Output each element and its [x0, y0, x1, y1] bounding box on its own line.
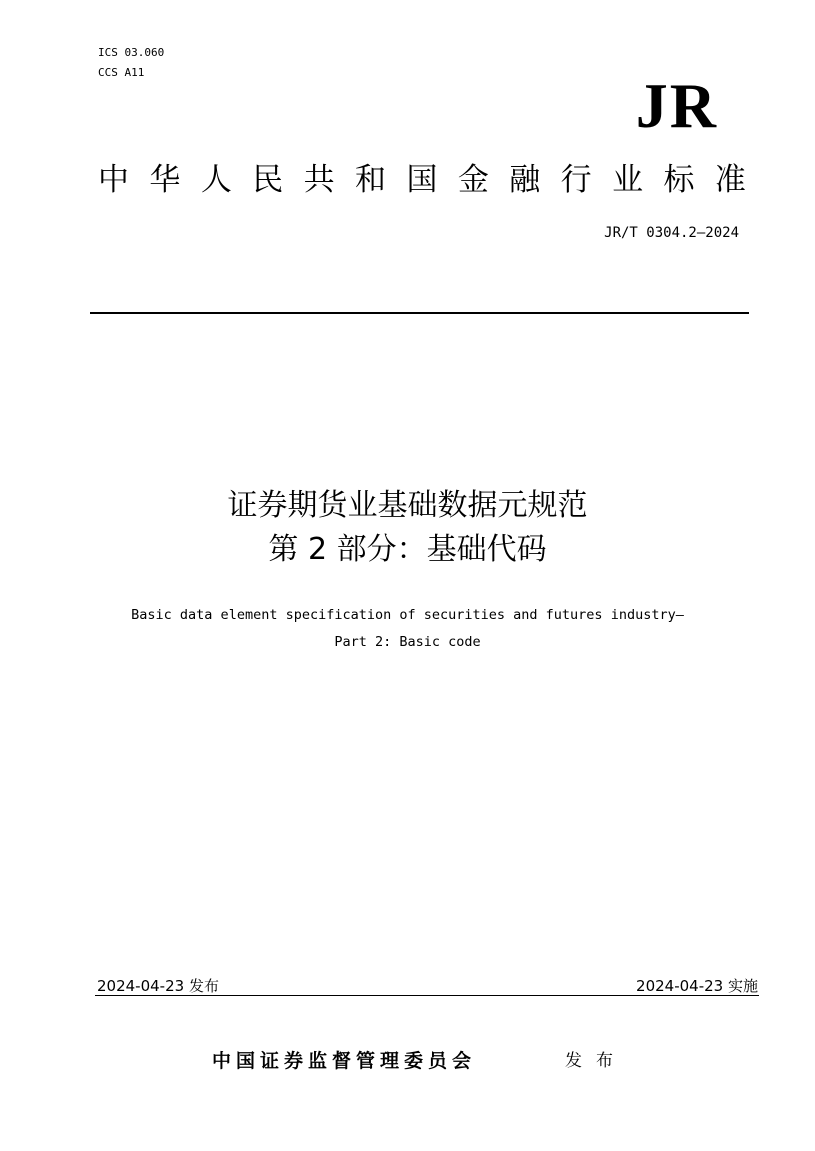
- industry-title-char: 国: [406, 162, 438, 198]
- industry-title-char: 融: [509, 162, 541, 198]
- industry-title-char: 共: [303, 162, 335, 198]
- footer-divider: [95, 995, 759, 996]
- chinese-title-line2: 第 2 部分：基础代码: [268, 532, 547, 567]
- industry-title-char: 和: [355, 162, 387, 198]
- classification-codes: [98, 43, 164, 83]
- chinese-title-line1: 证券期货业基础数据元规范: [227, 488, 588, 523]
- english-title-line1: Basic data element specification of securities and futures industry—: [131, 607, 684, 623]
- industry-title-char: 民: [252, 162, 284, 198]
- industry-title-char: 人: [200, 162, 232, 198]
- issue-date: 2024-04-23 发布: [97, 977, 219, 995]
- ccs-code: CCS A11: [98, 66, 145, 79]
- industry-title-char: 标: [663, 162, 695, 198]
- standard-number: JR/T 0304.2—2024: [604, 225, 739, 241]
- english-title-line2: Part 2: Basic code: [334, 634, 481, 650]
- header-divider: [90, 312, 749, 314]
- publisher-name: 中国证券监督管理委员会: [212, 1050, 477, 1072]
- industry-title-char: 准: [714, 162, 746, 198]
- industry-title-char: 行: [560, 162, 592, 198]
- industry-title-char: 金: [457, 162, 489, 198]
- industry-standard-title: [98, 160, 746, 200]
- industry-title-char: 华: [149, 162, 181, 198]
- publish-label: 发布: [565, 1051, 627, 1071]
- industry-title-char: 中: [98, 162, 129, 198]
- industry-title-char: 业: [612, 162, 644, 198]
- chinese-title: [0, 484, 815, 572]
- ics-code: ICS 03.060: [98, 46, 165, 59]
- implementation-date: 2024-04-23 实施: [636, 977, 758, 995]
- jr-logo: JR: [635, 70, 718, 141]
- english-title: [0, 602, 815, 656]
